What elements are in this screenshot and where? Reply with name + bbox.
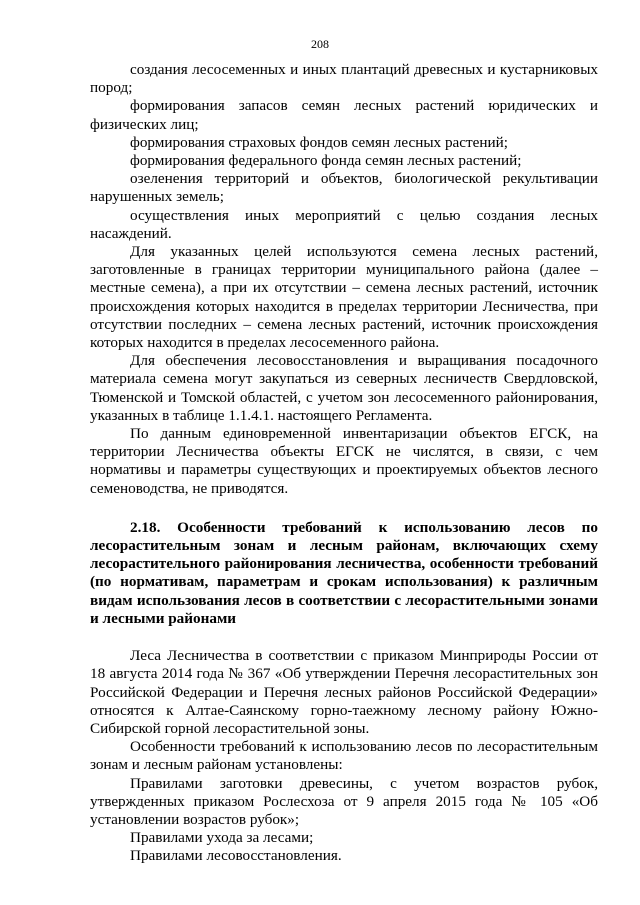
paragraph-care-rules: Правилами ухода за лесами; bbox=[130, 829, 314, 847]
paragraph-local-seeds: Для указанных целей используются семена лесных растений, заготовленные в границах территории муниципального района (далее – местные семена), а при их отсутствии – семена лесных растений, источник происхождения которых находится в пределах территории Лесничества, при отсутствии последних – семена лесных растений, источник происхождения которых находится в пределах лесосеменного района. bbox=[90, 243, 598, 352]
paragraph-federal-fund: формирования федерального фонда семян лесных растений; bbox=[130, 152, 522, 170]
paragraph-landscaping: озеленения территорий и объектов, биологической рекультивации нарушенных земель; bbox=[90, 170, 598, 206]
page-number: 208 bbox=[311, 37, 329, 51]
paragraph-forest-zones: Леса Лесничества в соответствии с приказом Минприроды России от 18 августа 2014 года № 367 «Об утверждении Перечня лесорастительных зон Российской Федерации и Перечня лесных районов Российской Федерации» относятся к Алтае-Саянскому горно-таежному лесному району Южно-Сибирской горной лесорастительной зоны. bbox=[90, 647, 598, 737]
paragraph-requirements-intro: Особенности требований к использованию лесов по лесорастительным зонам и лесным районам установлены: bbox=[90, 738, 598, 774]
paragraph-plantations: создания лесосеменных и иных плантаций древесных и кустарниковых пород; bbox=[90, 61, 598, 97]
paragraph-seed-stocks: формирования запасов семян лесных растений юридических и физических лиц; bbox=[90, 97, 598, 133]
paragraph-harvesting-rules: Правилами заготовки древесины, с учетом возрастов рубок, утвержденных приказом Рослесхоза от 9 апреля 2015 года № 105 «Об установлении возрастов рубок»; bbox=[90, 774, 598, 828]
page-body bbox=[90, 61, 598, 866]
paragraph-insurance-funds: формирования страховых фондов семян лесных растений; bbox=[130, 133, 509, 151]
paragraph-reforestation-rules: Правилами лесовосстановления. bbox=[130, 847, 342, 865]
paragraph-seed-purchase: Для обеспечения лесовосстановления и выращивания посадочного материала семена могут закупаться из северных лесничеств Свердловской, Тюменской и Томской областей, с учетом зон лесосеменного районирования, указанных в таблице 1.1.4.1. настоящего Регламента. bbox=[90, 352, 598, 424]
section-heading: 2.18. Особенности требований к использованию лесов по лесорастительным зонам и лесным районам, включающих схему лесорастительного районирования лесничества, особенности требований (по нормативам, параметрам и срокам использования) к различным видам использования лесов в соответствии с лесорастительными зонами и лесными районами bbox=[90, 518, 598, 627]
paragraph-egsk-inventory: По данным единовременной инвентаризации объектов ЕГСК, на территории Лесничества объекты ЕГСК не числятся, в связи, с чем нормативы и параметры существующих и проектируемых объектов лесного семеноводства, не приводятся. bbox=[90, 425, 598, 497]
paragraph-other-measures: осуществления иных мероприятий с целью создания лесных насаждений. bbox=[90, 206, 598, 242]
